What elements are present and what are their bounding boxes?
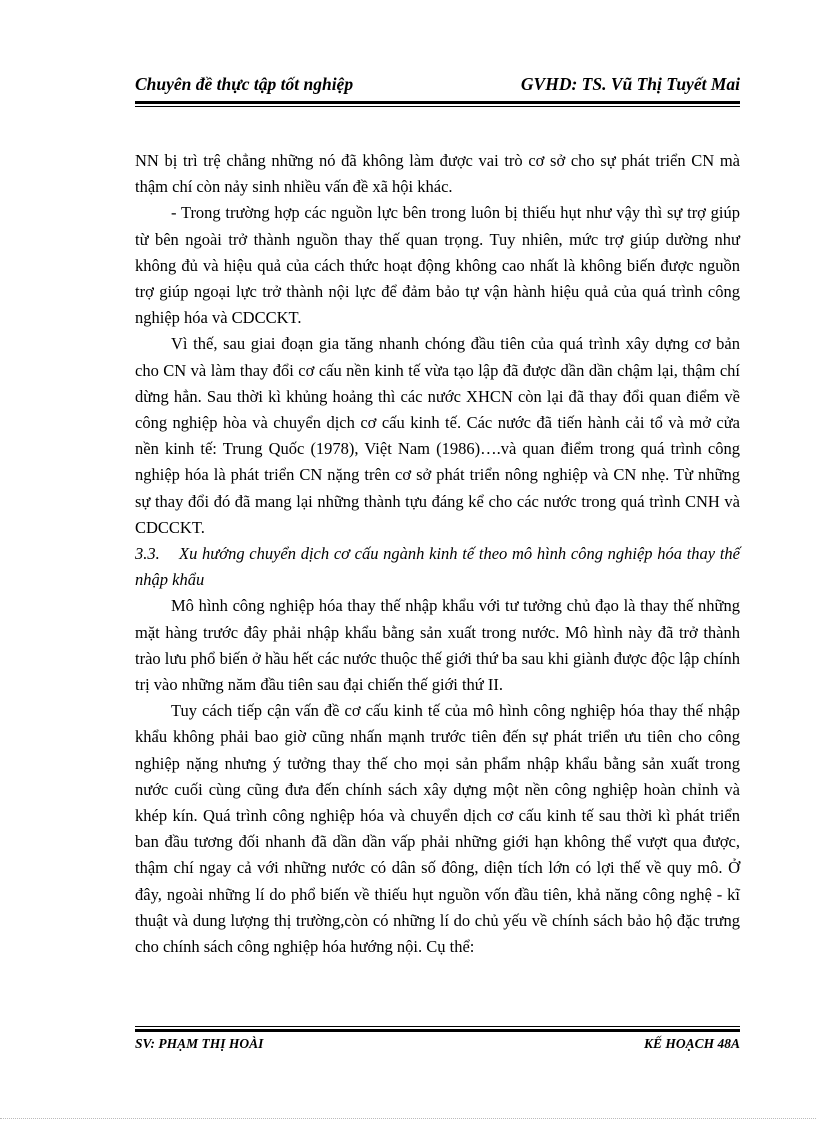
page-edge-divider [0,1118,816,1119]
section-heading [135,541,740,593]
paragraph-1: NN bị trì trệ chẳng những nó đã không làm được vai trò cơ sở cho sự phát triển CN mà thậm chí còn nảy sinh nhiều vấn đề xã hội khác. [135,151,740,197]
footer-class: KẾ HOẠCH 48A [643,1036,740,1051]
section-title: Xu hướng chuyển dịch cơ cấu ngành kinh tế theo mô hình công nghiệp hóa thay thế nhập khẩu [135,544,740,590]
footer-student: SV: PHẠM THỊ HOÀI [135,1036,264,1051]
paragraph-2: - Trong trường hợp các nguồn lực bên trong luôn bị thiếu hụt như vậy thì sự trợ giúp từ bên ngoài trở thành nguồn thay thế quan trọng. Tuy nhiên, mức trợ giúp dường như không đủ và hiệu quả của cách thức hoạt động không cao nhất là không biến được nguồn trợ giúp ngoại lực trở thành nội lực để đảm bảo tự vận hành hiệu quả của quá trình công nghiệp hóa và CDCCKT. [135,203,740,328]
paragraph-3: Vì thế, sau giai đoạn gia tăng nhanh chóng đầu tiên của quá trình xây dựng cơ bản cho CN và làm thay đổi cơ cấu nền kinh tế vừa tạo lập đã được dần dần chậm lại, thậm chí dừng hẳn. Sau thời kì khủng hoảng thì các nước XHCN còn lại đã thay đổi quan điểm về công nghiệp hòa và chuyển dịch cơ cấu kinh tế. Các nước đã tiến hành cải tổ và mở cửa nền kinh tế: Trung Quốc (1978), Việt Nam (1986)….và quan điểm trong quá trình công nghiệp hóa là phát triển CN nặng trên cơ sở phát triển nông nghiệp và CN nhẹ. Từ những sự thay đổi đó đã mang lại những thành tựu đáng kể cho các nước trong quá trình CNH và CDCCKT. [135,334,740,537]
header-rule-thick [135,101,740,104]
paragraph-5: Tuy cách tiếp cận vấn đề cơ cấu kinh tế của mô hình công nghiệp hóa thay thế nhập khẩu không phải bao giờ cũng nhấn mạnh trước tiên đến sự phát triển ưu tiên cho công nghiệp nặng nhưng ý tưởng thay thế cho mọi sản phẩm nhập khẩu bằng sản xuất trong nước cuối cùng cũng đưa đến chính sách xây dựng một nền công nghiệp hoàn chỉnh và khép kín. Quá trình công nghiệp hóa và chuyển dịch cơ cấu kinh tế sau thời kì phát triển ban đầu tương đối nhanh đã dần dần vấp phải những giới hạn không thể vượt qua được, thậm chí ngay cả với những nước có dân số đông, diện tích lớn có lợi thế về quy mô. Ở đây, ngoài những lí do phổ biến về thiếu hụt nguồn vốn đầu tiên, khả năng công nghệ - kĩ thuật và dung lượng thị trường,còn có những lí do chủ yếu về chính sách bảo hộ đặc trưng cho chính sách công nghiệp hóa hướng nội. Cụ thể: [135,701,740,957]
header-rule-thin [135,106,740,107]
header-advisor: GVHD: TS. Vũ Thị Tuyết Mai [520,74,740,94]
footer-rule-thin [135,1026,740,1027]
section-number: 3.3. [135,544,160,564]
header-title: Chuyên đề thực tập tốt nghiệp [135,74,354,94]
page-footer [135,1036,740,1056]
page-header [135,74,740,98]
paragraph-4: Mô hình công nghiệp hóa thay thế nhập khẩu với tư tưởng chủ đạo là thay thế những mặt hàng trước đây phải nhập khẩu bằng sản xuất trong nước. Mô hình này đã trở thành trào lưu phổ biến ở hầu hết các nước thuộc thế giới thứ ba sau khi giành được độc lập chính trị vào những năm đầu tiên sau đại chiến thế giới thứ II. [135,596,740,695]
page-body [135,148,740,960]
footer-rule-thick [135,1029,740,1032]
